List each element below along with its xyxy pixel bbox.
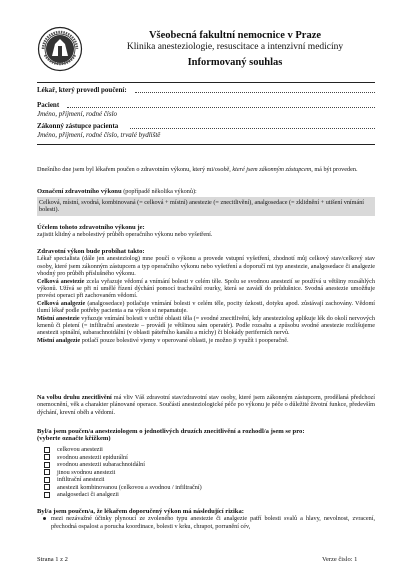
- checkbox-icon[interactable]: [44, 447, 50, 453]
- option-general[interactable]: celkovou anestezii: [44, 446, 202, 454]
- representative-label: Zákonný zástupce pacienta: [37, 122, 119, 130]
- alternatives-section: Na volbu druhu znecitlivění má vliv Váš zdravotní stav/zdravotní stav osoby, které jsem zákonným zástupcem, prodělaná předchozí onemocnění, věk a charakter plánované operace. Součástí anesteziologické péče po výkonu je péče o důležité životní funkce, především dýchání, krevní oběh a vědomí.: [37, 394, 376, 416]
- hospital-name: Všeobecná fakultní nemocnice v Praze: [148, 30, 322, 41]
- document-title: Informovaný souhlas: [187, 57, 283, 68]
- procedure-type-box: Celková, místní, svodná, kombinovaná (= celková + místní) anestezie (= znecitlivění), analgosedace (= zklidnění + utišení vnímání bolesti).: [37, 197, 375, 216]
- bullet-icon: [43, 517, 46, 520]
- header-divider: [37, 82, 375, 83]
- physician-label: Lékař, který provedl poučení:: [37, 86, 127, 94]
- representative-sublabel: Jméno, příjmení, rodné číslo, trvalé bydliště: [37, 131, 161, 139]
- informed-choice-heading: Byl/a jsem poučen/a anesteziologem o jednotlivých druzích znecitlivění a rozhodl/a jsem se pro: (vyberte označte křížkem): [37, 428, 305, 443]
- checkbox-icon[interactable]: [44, 454, 50, 460]
- anesthesia-options-list: [44, 446, 202, 499]
- risks-section: Byl/a jsem poučen/a, že lékařem doporučený výkon má následující rizika: mezi nezávažné účinky plynoucí ze zvoleného typu anestezie či analgezie patří bolesti svalů a hlavy, nevolnost, zvracení, přechodná ospalost a porucha koordinace, bolesti v krku, chrapot, porranění cév,: [37, 508, 375, 530]
- physician-field[interactable]: [135, 86, 375, 93]
- document-header: [90, 30, 380, 70]
- option-analgosedation[interactable]: analgosedaci či analgezii: [44, 491, 202, 499]
- option-epidural[interactable]: svodnou anestezii epidurální: [44, 454, 202, 462]
- checkbox-icon[interactable]: [44, 484, 50, 490]
- option-other-regional[interactable]: jinou svodnou anestezii: [44, 469, 202, 477]
- patient-label: Pacient: [37, 101, 60, 109]
- patient-field[interactable]: [67, 101, 375, 108]
- checkbox-icon[interactable]: [44, 492, 50, 498]
- course-section: Zdravotní výkon bude probíhat takto: Lékař specialista (dále jen anesteziolog) mne poučí o výkonu a provede vstupní vyšetření, zhodnotí můj celkový stav/celkový stav osoby, které jsem zákonným zástupcem a typ operačního výkonu nebo vyšetření a doporučí mi typ anestezie, analgosedace či analgezie vhodný pro průběh příslušného výkonu. Celková anestezie zcela vyřazuje vědomí a vnímání bolesti v celém těle. Spolu se svodnou anestezií se používá u většiny rozsáhlých výkonů. Užívá se při ní umělé řízení dýchání pomocí tracheální rourky, která se zavádí do průdušnice. Svodná anestezie umožňuje provést operaci při zachovaném vědomí. Celková analgezie (analgosedace) potlačuje vnímání bolesti v celém těle, pocity úzkosti, dotyku apod. zůstávají zachovány. Vědomí tlumí lékař podle potřeby pacienta a na výkon si nepamatuje. Místní anestezie vyřazuje vnímání bolesti v určité oblasti těla (= svodné znecitlivění, kdy anesteziolog aplikuje lék do okolí nervových kmenů či pletení (= infiltrační anestezie – provádí je většinou sám operatér). Podle rozsahu a způsobu svodné anestezie rozlišujeme anestezii spinální, subarachnoidální (v oblasti páteřního kanálu a míchy) či blokády periferních nervů. Místní analgezie potlačí pouze bolestivé vjemy v operované oblasti, je možno ji využít i pooperačně.: [37, 248, 375, 344]
- clinic-name: Klinika anesteziologie, resuscitace a intenzivní medicíny: [126, 42, 344, 52]
- version-number: Verze čislo: 1: [322, 556, 358, 563]
- procedure-type-heading: Označení zdravotního výkonu (popřípadě několika výkonů):: [37, 188, 197, 195]
- checkbox-icon[interactable]: [44, 462, 50, 468]
- option-subarachnoid[interactable]: svodnou anestezii subarachnoidální: [44, 461, 202, 469]
- checkbox-icon[interactable]: [44, 477, 50, 483]
- hospital-seal-logo: [37, 26, 83, 72]
- option-combined[interactable]: anestezii kombinovanou (celkovou a svodnou / infiltrační): [44, 484, 202, 492]
- patient-sublabel: Jméno, příjmení, rodné číslo: [37, 110, 118, 118]
- checkbox-icon[interactable]: [44, 469, 50, 475]
- intro-paragraph: Dnešního dne jsem byl lékařem poučen o zdravotním výkonu, který mi/osobě, které jsem zákonným zástupcem, má být proveden.: [37, 166, 358, 173]
- purpose-section: Účelem tohoto zdravotního výkonu je: zajistit klidný a nebolestivý průběh operačního výkonu nebo vyšetření.: [37, 224, 213, 239]
- form-divider: [37, 144, 375, 145]
- option-infiltration[interactable]: infiltrační anestezii: [44, 476, 202, 484]
- representative-field[interactable]: [130, 122, 375, 129]
- page-counter: Strana 1 z 2: [37, 556, 68, 563]
